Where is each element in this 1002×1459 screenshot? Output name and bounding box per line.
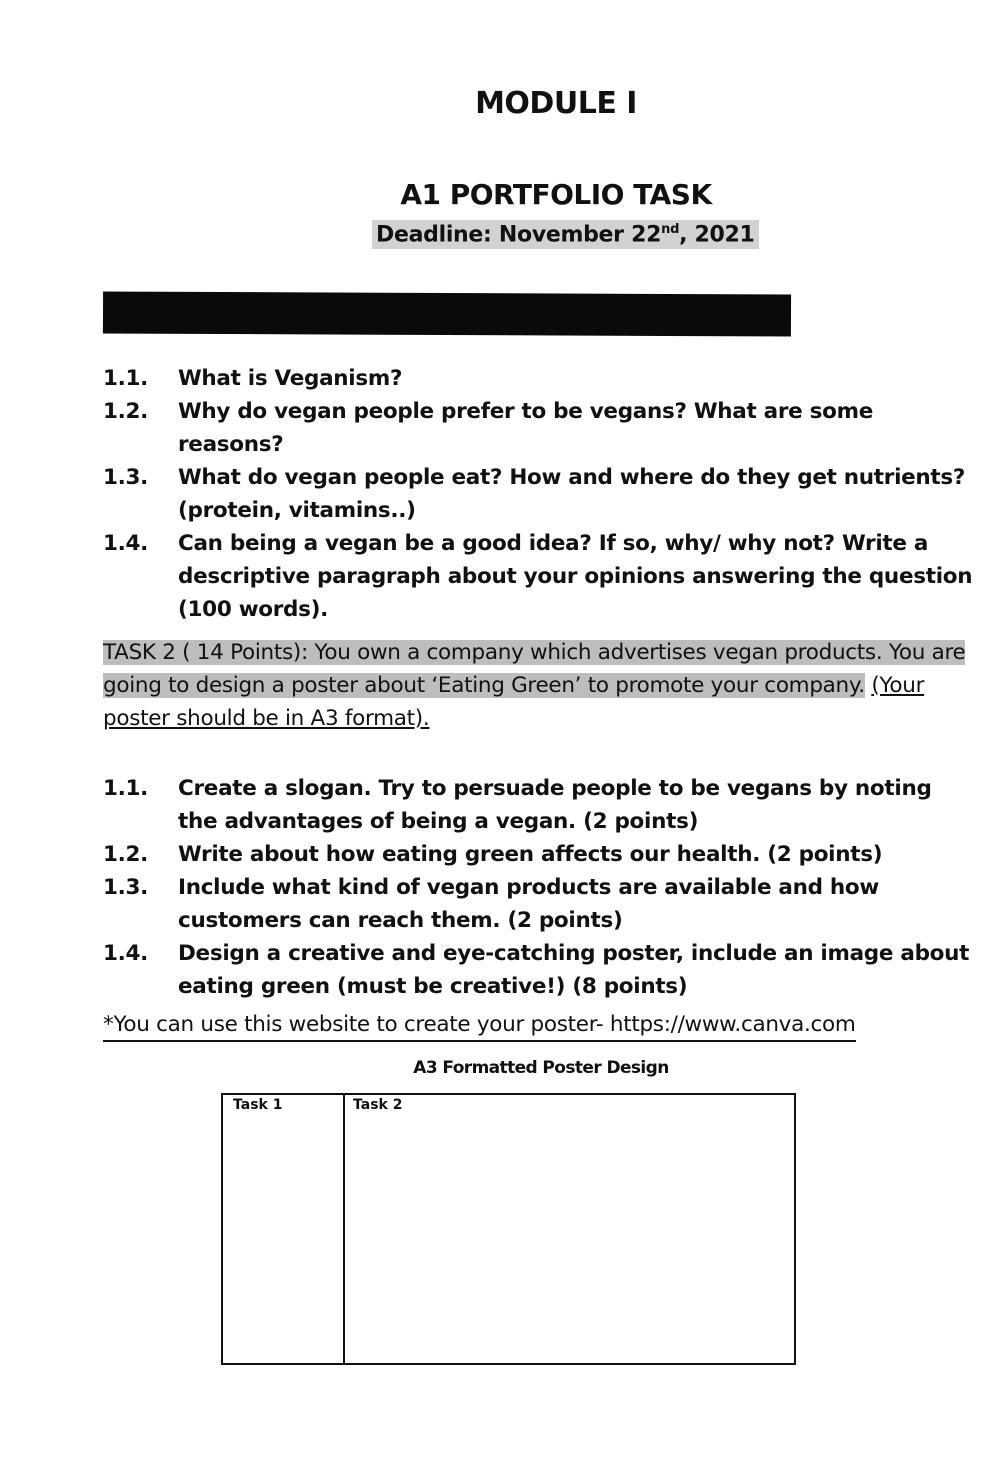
- list-item: [103, 461, 973, 527]
- item-number: 1.4.: [103, 531, 149, 556]
- item-number: 1.3.: [103, 465, 149, 490]
- list-item: [103, 395, 973, 461]
- website-note: *You can use this website to create your poster- https://www.canva.com: [103, 1010, 856, 1042]
- item-number: 1.1.: [103, 776, 149, 801]
- item-text: What is Veganism?: [178, 366, 403, 391]
- list-item: [103, 772, 973, 838]
- deadline: [372, 220, 759, 249]
- task2-question-list: [103, 772, 973, 1003]
- item-number: 1.4.: [103, 941, 149, 966]
- redaction-bar: [103, 291, 791, 336]
- poster-task2-label: Task 2: [353, 1097, 403, 1113]
- poster-layout-table: [221, 1093, 796, 1365]
- deadline-ordinal: nd: [661, 222, 680, 237]
- module-title: MODULE I: [475, 86, 637, 121]
- item-text: Design a creative and eye-catching poster, include an image about eating green (must be creative!) (8 points): [178, 941, 970, 999]
- item-text: What do vegan people eat? How and where do they get nutrients? (protein, vitamins..): [178, 465, 966, 523]
- item-text: Include what kind of vegan products are available and how customers can reach them. (2 points): [178, 875, 879, 933]
- list-item: [103, 937, 973, 1003]
- task1-question-list: [103, 362, 973, 626]
- deadline-prefix: Deadline: November 22: [376, 222, 662, 248]
- poster-cell-task2: [345, 1095, 794, 1367]
- list-item: [103, 838, 973, 871]
- poster-caption: A3 Formatted Poster Design: [413, 1058, 669, 1078]
- list-item: [103, 871, 973, 937]
- item-text: Can being a vegan be a good idea? If so, why/ why not? Write a descriptive paragraph about your opinions answering the question (100 words).: [178, 531, 973, 622]
- list-item: [103, 362, 973, 395]
- poster-cell-task1: [223, 1095, 345, 1363]
- item-number: 1.2.: [103, 842, 149, 867]
- deadline-suffix: , 2021: [679, 222, 755, 248]
- item-text: Create a slogan. Try to persuade people to be vegans by noting the advantages of being a vegan. (2 points): [178, 776, 932, 834]
- task-title: A1 PORTFOLIO TASK: [400, 178, 712, 211]
- task2-description: [103, 636, 973, 735]
- poster-task1-label: Task 1: [233, 1097, 283, 1113]
- task2-format-note: (Your poster should be in A3 format).: [103, 673, 925, 731]
- item-number: 1.3.: [103, 875, 149, 900]
- item-text: Why do vegan people prefer to be vegans? What are some reasons?: [178, 399, 873, 457]
- task2-intro: TASK 2 ( 14 Points): You own a company which advertises vegan products. You are going to design a poster about ‘Eating Green’ to promote your company.: [103, 640, 966, 698]
- item-text: Write about how eating green affects our health. (2 points): [178, 842, 883, 867]
- list-item: [103, 527, 973, 626]
- item-number: 1.1.: [103, 366, 149, 391]
- item-number: 1.2.: [103, 399, 149, 424]
